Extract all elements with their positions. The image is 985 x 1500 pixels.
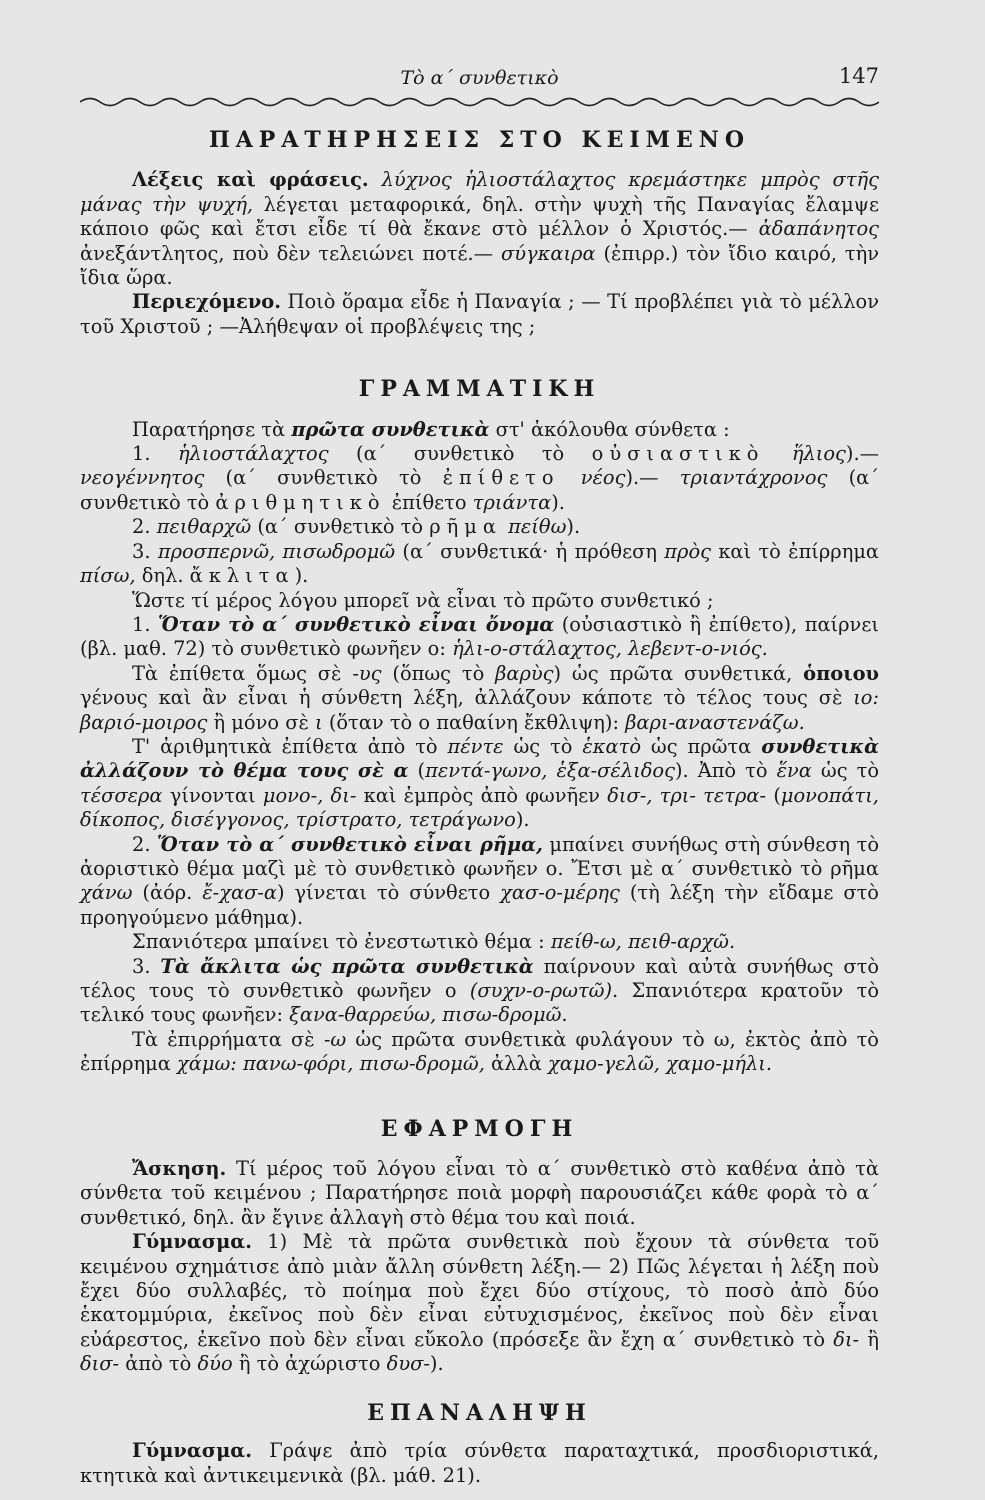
term: νέος — [580, 466, 626, 490]
page-number: 147 — [838, 64, 879, 88]
grammar-rule-3 — [80, 955, 879, 1028]
grammar-rule-1-adjectives — [80, 662, 879, 735]
text: ) γίνεται τὸ σύνθετο — [276, 881, 491, 905]
term: -υς — [352, 661, 382, 685]
term: πανω-φόρι, πισω-δρομῶ, — [243, 1052, 485, 1076]
term: πείθ-ω, πειθ-αρχῶ. — [550, 930, 736, 954]
drill-application — [80, 1230, 879, 1376]
spaced-term: ἀριθμητικὸ — [215, 490, 386, 514]
term: χάνω — [80, 881, 133, 905]
page-header — [80, 66, 879, 92]
drill-revision — [80, 1439, 879, 1488]
term: πίσω, — [80, 564, 136, 588]
term: ιο: — [853, 686, 879, 710]
label-drill: Γύμνασμα. — [132, 1230, 252, 1254]
text: ἢ μόνο σὲ — [213, 710, 309, 734]
term: λύχνος ἡλιοστάλαχτος κρεμάστηκε μπρὸς στῆς μάνας τὴν ψυχή, — [80, 168, 879, 216]
term: ι — [315, 710, 323, 734]
grammar-example-1 — [80, 442, 879, 515]
term: βαρὺς — [495, 661, 554, 685]
grammar-intro — [80, 418, 879, 442]
text: Τί μέρος τοῦ λόγου εἶναι τὸ α΄ συνθετικὸ στὸ καθένα ἀπὸ τὰ σύνθετα τοῦ κειμένου ; Παρατήρησε ποιὰ μορφὴ παρουσιάζει κάθε φορὰ τὸ α΄ συνθετικό, δηλ. ἂν ἔγινε ἀλλαγὴ στὸ θέμα του καὶ ποιά. — [80, 1157, 879, 1229]
exercise — [80, 1157, 879, 1230]
emphasis: συνθετικὰ ἀλλάζουν τὸ θέμα τους σὲ α — [80, 734, 879, 783]
term: χάμω: — [177, 1052, 237, 1076]
text: (α΄ συνθετικὸ τὸ — [80, 466, 879, 514]
text: ).— — [845, 442, 880, 466]
text: (α΄ συνθετικά· ἡ πρόθεση — [402, 539, 657, 563]
text: γίνονται — [169, 783, 256, 807]
text: (οὐσιαστικὸ ἢ ἐπίθετο), παίρνει (βλ. μαθ. 72) τὸ συνθετικὸ φωνῆεν ο: — [80, 612, 879, 661]
spaced-term: οὐσιαστικὸ — [591, 442, 765, 466]
heading-application: ΕΦΑΡΜΟΓΗ — [380, 1115, 579, 1142]
heading-revision: ΕΠΑΝΑΛΗΨΗ — [367, 1399, 592, 1426]
term: νεογέννητος — [80, 466, 205, 490]
text: (τὴ λέξη τὴν εἴδαμε στὸ προηγούμενο μάθημα). — [80, 881, 879, 929]
term: τριάντα — [472, 490, 552, 514]
spaced-term: ἐπίθετο — [442, 466, 560, 490]
label-content: Περιεχόμενο. — [132, 290, 281, 314]
text: ).— — [625, 466, 659, 490]
text: Τὰ ἐπιρρήματα σὲ — [132, 1027, 315, 1051]
term: χαμο-γελῶ, χαμο-μήλι. — [547, 1052, 773, 1076]
spaced-term: ἄκλιτα — [189, 564, 295, 588]
term: βαρι-αναστενάζω. — [625, 710, 805, 734]
term: δυσ- — [386, 1352, 430, 1376]
text: καὶ τὸ ἐπίρρημα — [718, 539, 880, 563]
item-number: 3. — [132, 954, 151, 978]
item-number: 2. — [132, 515, 151, 539]
term: ἑκατὸ — [582, 734, 642, 758]
text: μπαίνει συνήθως στὴ σύνθεση τὸ ἀοριστικὸ θέμα μαζὶ μὲ τὸ συνθετικὸ φωνῆεν ο. Ἔτσι μὲ α΄ συνθετικὸ τὸ ρῆμα — [80, 832, 879, 880]
text: ( — [773, 783, 781, 807]
term: ἕνα — [776, 759, 812, 783]
text: (ὅπως τὸ — [392, 661, 485, 685]
grammar-example-2 — [80, 515, 879, 539]
text: Παρατήρησε τὰ — [132, 417, 286, 441]
emphasis: ὁποιου — [803, 661, 879, 685]
term: ἔ-χασ-α — [202, 881, 277, 905]
text: ὡς τὸ — [820, 759, 880, 783]
text: γένους καὶ ἂν εἶναι ἡ σύνθετη λέξη, ἀλλάζουν κάποτε τὸ τέλος τους σὲ — [80, 686, 843, 710]
item-number: 3. — [132, 539, 151, 563]
heading-observations: ΠΑΡΑΤΗΡΗΣΕΙΣ ΣΤΟ ΚΕΙΜΕΝΟ — [208, 127, 751, 153]
spaced-term: ρῆμα — [429, 515, 502, 539]
term: σύγκαιρα — [501, 241, 596, 265]
term: δύο — [197, 1352, 233, 1376]
text: (α΄ συνθετικὸ τὸ — [225, 466, 422, 490]
running-title: Τὸ α΄ συνθετικὸ — [400, 67, 559, 89]
text: Ποιὸ ὅραμα εἶδε ἡ Παναγία ; — Τί προβλέπει γιὰ τὸ μέλλον τοῦ Χριστοῦ ; —Ἀλήθεψαν οἱ προβλέψεις της ; — [80, 290, 879, 338]
text: παίρνουν καὶ αὐτὰ συνήθως στὸ τέλος τους τὸ συνθετικὸ φωνῆεν ο — [80, 954, 880, 1002]
text: (α΄ συνθετικὸ τὸ — [356, 442, 565, 466]
term: πείθω — [508, 515, 567, 539]
rule-title: Ὅταν τὸ α΄ συνθετικὸ εἶναι ὄνομα — [158, 612, 555, 636]
grammar-rule-2 — [80, 833, 879, 931]
wavy-rule — [80, 93, 879, 107]
term: -ω — [323, 1027, 347, 1051]
term: πεντά-γωνο, ἑξα-σέλιδος — [425, 759, 675, 783]
term: ἡλιοστάλαχτος — [177, 442, 329, 466]
term: προσπερνῶ, πισωδρομῶ — [157, 539, 396, 563]
term: βαριό-μοιρος — [80, 710, 208, 734]
term: ἥλιος — [791, 442, 846, 466]
text: δηλ. — [141, 564, 184, 588]
text: ἀνεξάντλητος, ποὺ δὲν τελειώνει ποτέ.— — [80, 241, 494, 265]
term: δισ- — [80, 1352, 120, 1376]
term: (συχν-ο-ρωτῶ). — [469, 979, 619, 1002]
grammar-rule-1 — [80, 613, 879, 662]
text: (ἀόρ. — [142, 881, 193, 905]
term: πειθαρχῶ — [156, 515, 252, 539]
item-number: 1. — [132, 612, 151, 636]
paragraph-words-phrases — [80, 168, 879, 290]
grammar-question: Ὥστε τί μέρος λόγου μπορεῖ νὰ εἶναι τὸ πρῶτο συνθετικό ; — [132, 588, 714, 612]
term: δισ-, τρι- τετρα- — [607, 783, 767, 807]
text: ἢ — [867, 1327, 879, 1351]
paragraph-content — [80, 290, 879, 339]
rule-title: Ὅταν τὸ α΄ συνθετικὸ εἶναι ρῆμα, — [157, 832, 543, 856]
term: πέντε — [447, 734, 504, 758]
term: ἀδαπάνητος — [758, 217, 879, 241]
text: λέγεται μεταφορικά, δηλ. στὴν ψυχὴ τῆς Παναγίας ἔλαμψε κάποιο φῶς καὶ ἔτσι εἶδε τί θὰ ἔκανε στὸ μέλλον ὁ Χριστός.— — [80, 192, 879, 241]
text: ὡς πρῶτα συνθετικὰ φυλάγουν τὸ ω, ἐκτὸς ἀπὸ τὸ ἐπίρρημα — [80, 1027, 879, 1076]
term: πρὸς — [664, 539, 711, 563]
text: Γράψε ἀπὸ τρία σύνθετα παραταχτικά, προσδιοριστικά, κτητικὰ καὶ ἀντικειμενικὰ (βλ. μάθ. 21). — [80, 1439, 879, 1487]
item-number: 2. — [132, 832, 151, 856]
term: δι- — [833, 1327, 860, 1351]
text: ἀπὸ τὸ — [125, 1352, 192, 1376]
text: (α΄ συνθετικὸ τὸ — [257, 515, 424, 539]
grammar-rule-2-present — [80, 930, 879, 954]
text: 1) Μὲ τὰ πρῶτα συνθετικὰ ποὺ ἔχουν τὰ σύνθετα τοῦ κειμένου σχημάτισε ἀπὸ μιὰν ἄλλη σύνθετη λέξη.— 2) Πῶς λέγεται ἡ λέξη ποὺ ἔχει δύο συλλαβές, τὸ ποίημα ποὺ ἔχει δύο στίχους, τὸ ποσὸ ἀπὸ δύο ἑκατομμύρια, ἐκεῖνος ποὺ δὲν εἶναι εὐτυχισμένος, ἐκεῖνος ποὺ δὲν εἶναι εὐάρεστος, ἐκεῖνο ποὺ δὲν εἶναι εὔκολο (πρόσεξε ἂν ἔχη α΄ συνθετικὸ τὸ — [80, 1230, 879, 1351]
rule-title: Τὰ ἄκλιτα ὡς πρῶτα συνθετικὰ — [160, 954, 534, 978]
term: μονοπάτι, δίκοπος, δισέγγονος, τρίστρατο, τετράγωνο — [80, 783, 879, 832]
text: ). — [429, 1352, 444, 1376]
text: ). — [294, 564, 309, 588]
emphasis: πρῶτα συνθετικὰ — [291, 417, 490, 441]
text: Σπανιότερα κρατοῦν τὸ τελικό τους φωνῆεν: — [80, 979, 880, 1027]
text: ( — [417, 759, 426, 783]
grammar-rule-3-adverbs — [80, 1028, 879, 1077]
text: ἐπίθετο — [391, 490, 467, 514]
text: ). Ἀπὸ τὸ — [674, 759, 768, 783]
text: Τὰ ἐπίθετα ὅμως σὲ — [132, 661, 342, 685]
term: χασ-ο-μέρης — [500, 881, 620, 905]
grammar-rule-1-numerals — [80, 735, 879, 833]
text: (ἐπιρρ.) τὸν ἴδιο καιρό, τὴν ἴδια ὥρα. — [80, 241, 879, 290]
term: τέσσερα — [80, 783, 163, 807]
term: τριαντάχρονος — [679, 466, 828, 490]
text: ) ὡς πρῶτα συνθετικά, — [553, 661, 793, 685]
text: ). — [515, 808, 530, 832]
term: μονο-, δι- — [262, 783, 357, 807]
term: ἡλι-ο-στάλαχτος, λεβεντ-ο-νιός. — [452, 637, 768, 661]
text: ). — [551, 490, 565, 514]
grammar-example-3 — [80, 540, 879, 589]
text: ἢ τὸ ἀχώριστο — [238, 1352, 381, 1376]
term: ξανα-θαρρεύω, πισω-δρομῶ. — [289, 1003, 568, 1027]
label-exercise: Ἄσκηση. — [132, 1157, 227, 1181]
text: ). — [566, 515, 581, 539]
text: καὶ ἐμπρὸς ἀπὸ φωνῆεν — [363, 783, 600, 807]
heading-grammar: ΓΡΑΜΜΑΤΙΚΗ — [358, 376, 601, 403]
label-words-phrases: Λέξεις καὶ φράσεις. — [132, 168, 369, 192]
text: στ' ἀκόλουθα σύνθετα : — [495, 417, 730, 441]
text: Σπανιότερα μπαίνει τὸ ἐνεστωτικὸ θέμα : — [132, 930, 545, 954]
text: ὡς πρῶτα — [650, 734, 752, 758]
text: (ὅταν τὸ ο παθαίνη ἔκθλιψη): — [328, 710, 620, 734]
text: Τ' ἀριθμητικὰ ἐπίθετα ἀπὸ τὸ — [132, 734, 438, 758]
item-number: 1. — [132, 442, 151, 466]
page-content — [80, 128, 879, 1488]
text: ὡς τὸ — [513, 734, 573, 758]
text: ἀλλὰ — [491, 1052, 542, 1076]
label-drill: Γύμνασμα. — [132, 1439, 252, 1463]
